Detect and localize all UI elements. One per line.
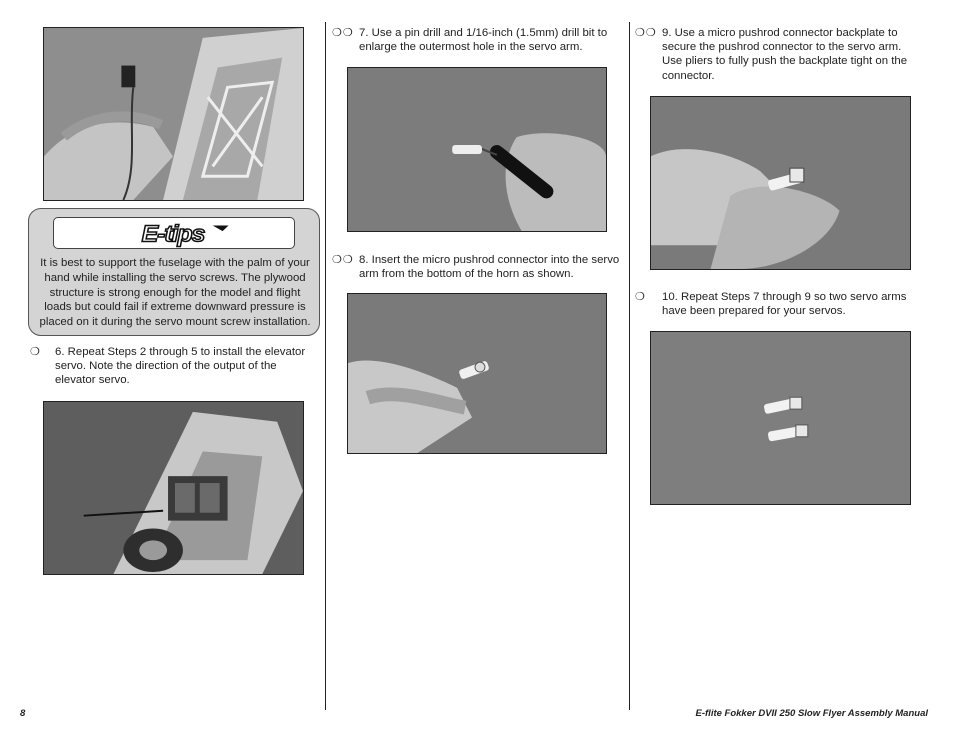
photo-two-servo-arms (650, 331, 911, 505)
etips-text: It is best to support the fuselage with the palm of your hand while installing the servo screws. The plywood structure is strong enough for the model and flight loads but could fail if extreme downward pressure is placed on it during the servo mount screw installation. (39, 257, 311, 329)
step-8 (332, 253, 622, 283)
step-7 (332, 26, 622, 56)
step-checkbox[interactable]: ❍❍ (332, 27, 354, 39)
step-text: 7. Use a pin drill and 1/16-inch (1.5mm) drill bit to enlarge the outermost hole in the servo arm. (359, 27, 608, 54)
step-6 (30, 345, 320, 389)
etips-logo (53, 217, 295, 249)
step-9 (635, 26, 925, 84)
column-divider-right (629, 22, 630, 710)
photo-backplate-pliers (650, 96, 911, 270)
step-checkbox[interactable]: ❍❍ (635, 27, 657, 39)
photo-elevator-servo-installed (43, 401, 304, 575)
column-divider-left (325, 22, 326, 710)
etips-logo-text: E-tips (141, 221, 205, 248)
photo-fuselage-servo-wiring (43, 27, 304, 201)
photo-insert-pushrod-connector (347, 293, 607, 454)
step-checkbox[interactable]: ❍ (30, 346, 41, 358)
page-number: 8 (20, 708, 26, 719)
step-checkbox[interactable]: ❍❍ (332, 254, 354, 266)
step-text: 6. Repeat Steps 2 through 5 to install the elevator servo. Note the direction of the output of the elevator servo. (55, 346, 306, 387)
etips-box (28, 208, 320, 336)
photo-pin-drill-servo-arm (347, 67, 607, 232)
step-text: 9. Use a micro pushrod connector backplate to secure the pushrod connector to the servo arm. Use pliers to fully push the backplate tight on the connector. (662, 27, 908, 82)
footer-manual-title: E-flite Fokker DVII 250 Slow Flyer Assembly Manual (695, 708, 928, 719)
step-text: 10. Repeat Steps 7 through 9 so two servo arms have been prepared for your servos. (662, 291, 907, 318)
step-checkbox[interactable]: ❍ (635, 291, 646, 303)
step-10 (635, 290, 925, 320)
step-text: 8. Insert the micro pushrod connector into the servo arm from the bottom of the horn as shown. (359, 254, 620, 281)
